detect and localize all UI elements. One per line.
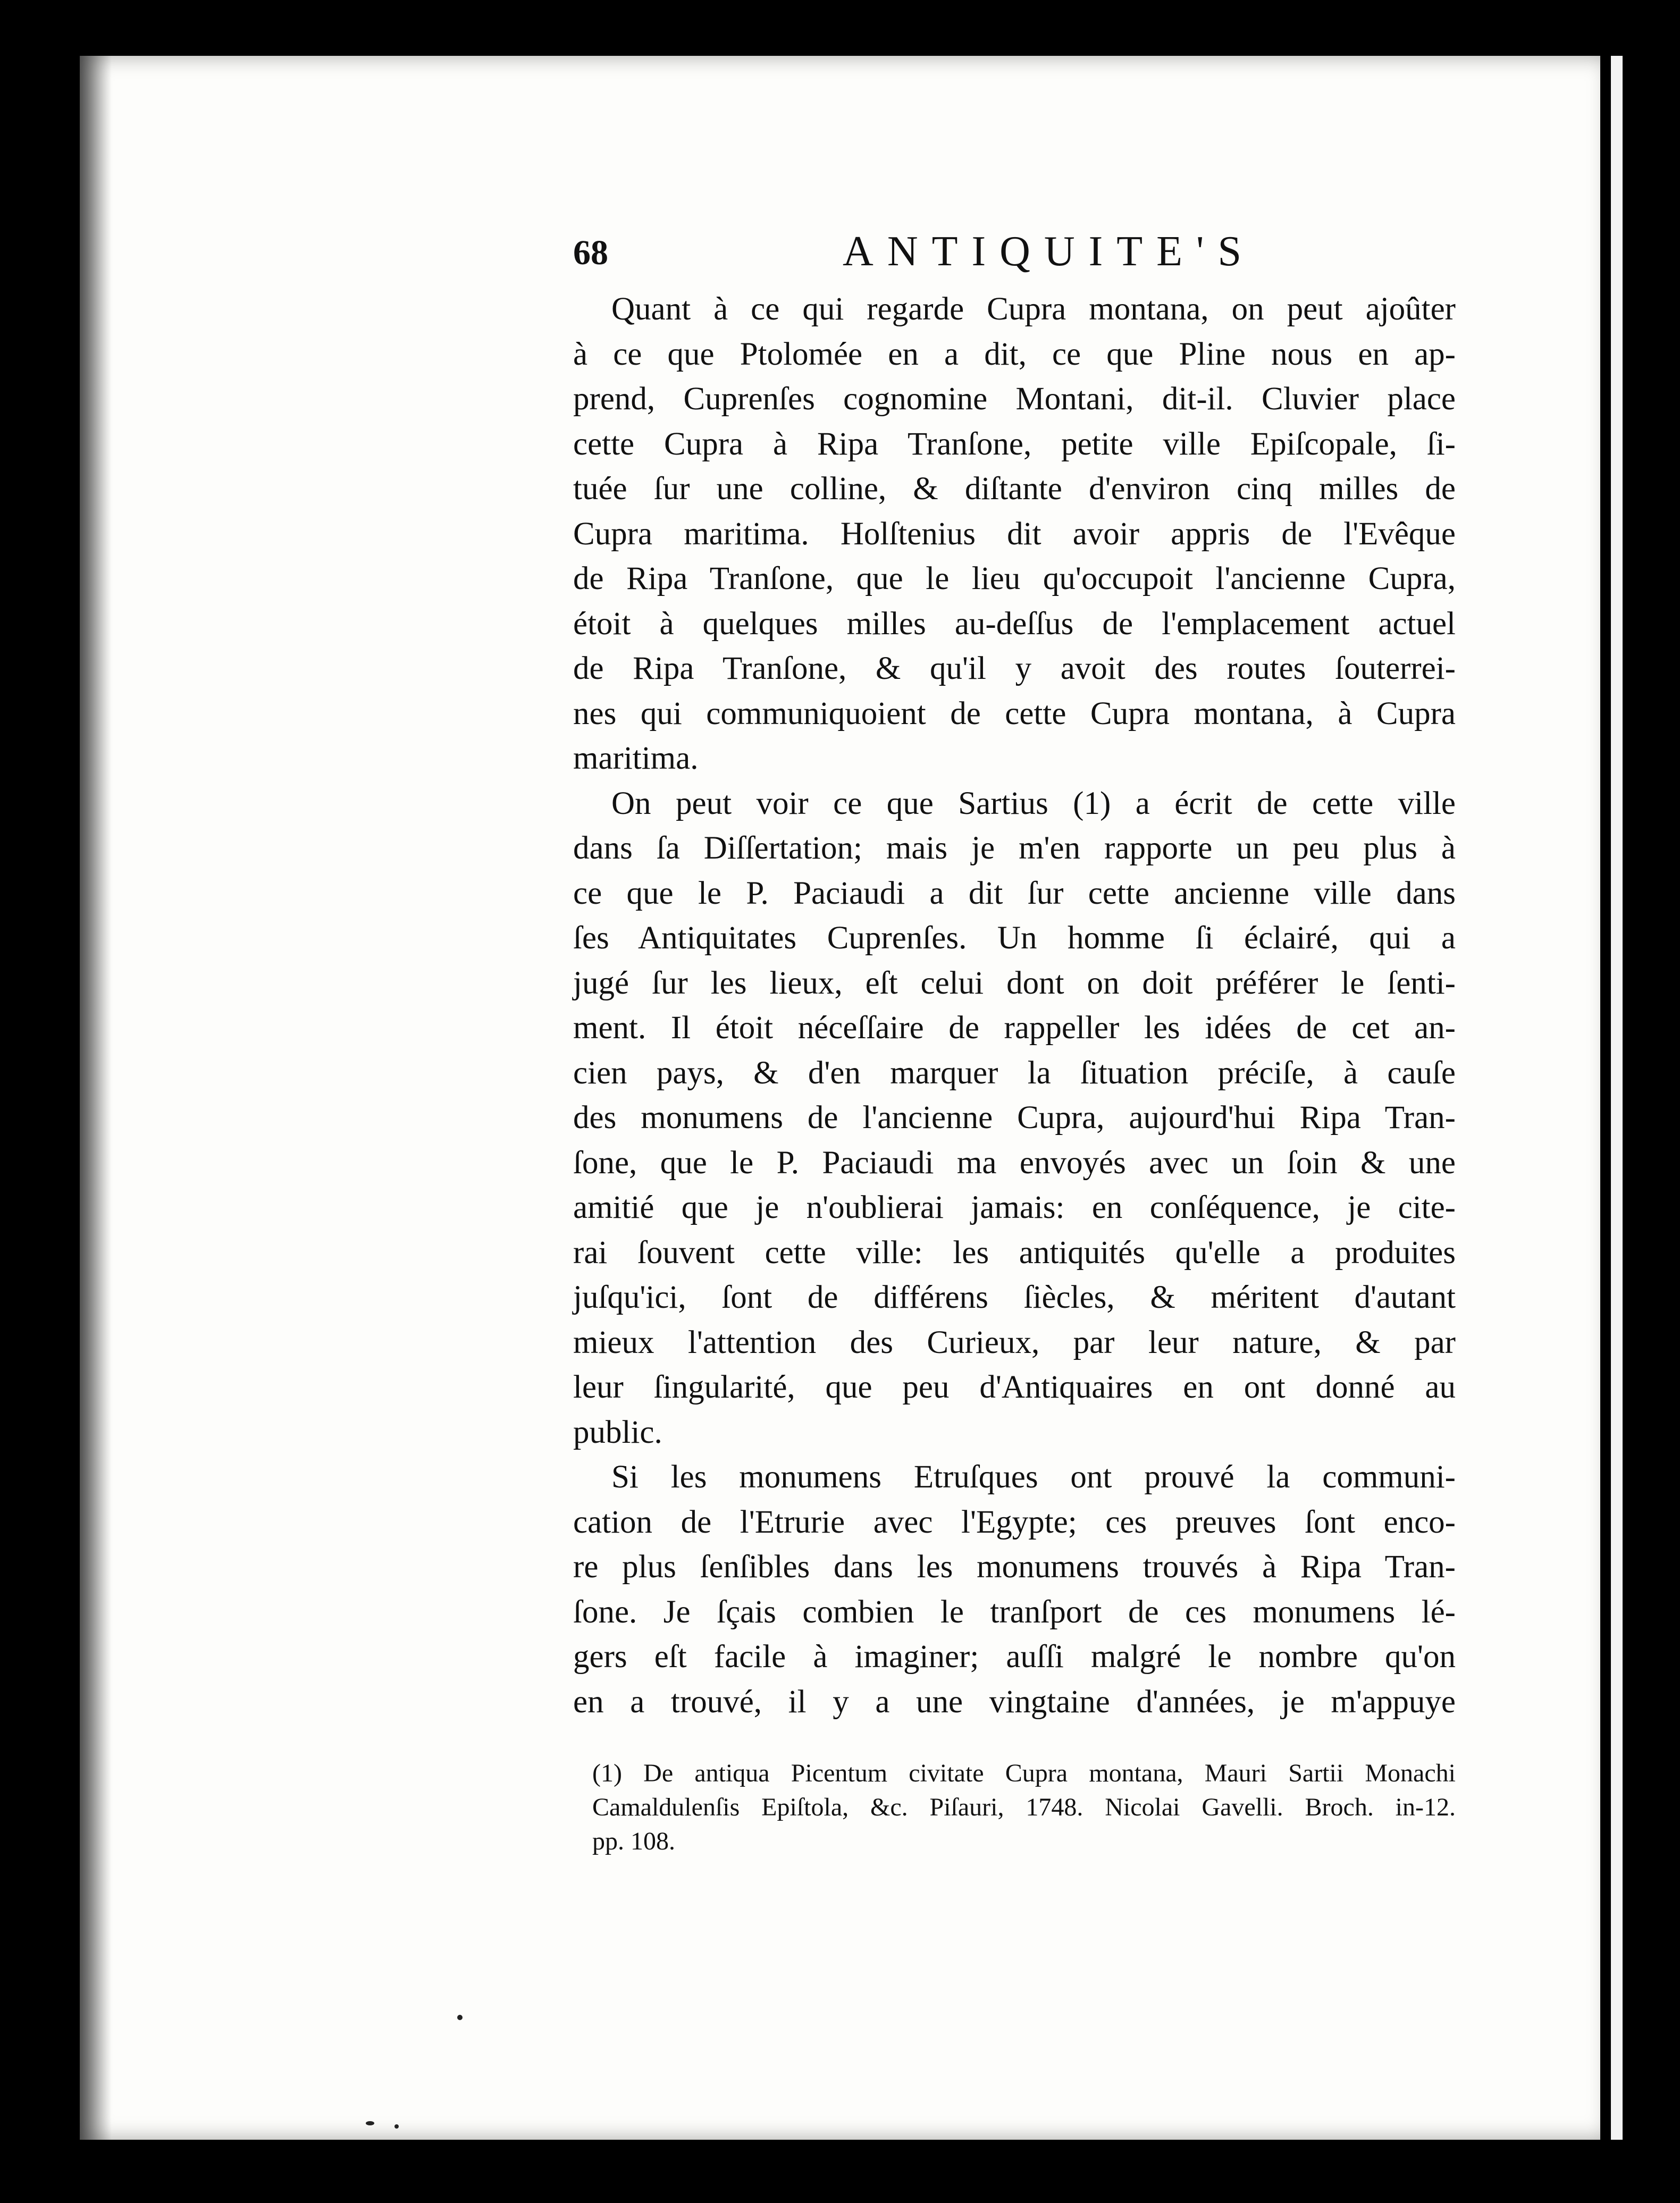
text-line: des monumens de l'ancienne Cupra, aujourd'hui Ripa Tran-: [573, 1100, 1456, 1136]
text-line: jugé ſur les lieux, eſt celui dont on doit préférer le ſenti-: [573, 965, 1456, 1001]
text-line: dans ſa Diſſertation; mais je m'en rapporte un peu plus à: [573, 830, 1456, 866]
paragraph-2: [573, 781, 1456, 1456]
text-line: re plus ſenſibles dans les monumens trouvés à Ripa Tran-: [573, 1549, 1456, 1585]
page-number: 68: [573, 233, 608, 272]
text-line: à ce que Ptolomée en a dit, ce que Pline nous en ap-: [573, 336, 1456, 372]
text-line: prend, Cuprenſes cognomine Montani, dit-il. Cluvier place: [573, 381, 1456, 417]
text-line: nes qui communiquoient de cette Cupra montana, à Cupra: [573, 695, 1456, 731]
text-line: public.: [573, 1414, 662, 1450]
text-line: ſes Antiquitates Cuprenſes. Un homme ſi éclairé, qui a: [573, 920, 1456, 956]
scan-speck: [457, 2015, 463, 2020]
running-head: [573, 223, 1456, 282]
text-line: cation de l'Etrurie avec l'Egypte; ces preuves ſont enco-: [573, 1504, 1456, 1540]
text-line: ſone. Je ſçais combien le tranſport de ces monumens lé-: [573, 1594, 1456, 1630]
text-line: ſone, que le P. Paciaudi ma envoyés avec un ſoin & une: [573, 1145, 1456, 1181]
text-line: mieux l'attention des Curieux, par leur nature, & par: [573, 1324, 1456, 1360]
text-line: leur ſingularité, que peu d'Antiquaires en ont donné au: [573, 1369, 1456, 1405]
text-line: ce que le P. Paciaudi a dit ſur cette ancienne ville dans: [573, 875, 1456, 911]
text-line: amitié que je n'oublierai jamais: en conſéquence, je cite-: [573, 1190, 1456, 1225]
page-title: ANTIQUITE'S: [843, 228, 1255, 275]
text-line: cette Cupra à Ripa Tranſone, petite ville Epiſcopale, ſi-: [573, 426, 1456, 462]
text-line: étoit à quelques milles au-deſſus de l'emplacement actuel: [573, 606, 1456, 642]
text-block: [573, 223, 1456, 1859]
text-line: Quant à ce qui regarde Cupra montana, on peut ajoûter: [611, 291, 1456, 327]
text-line: gers eſt facile à imaginer; auſſi malgré le nombre qu'on: [573, 1639, 1456, 1675]
paragraph-3: [573, 1455, 1456, 1725]
text-line: de Ripa Tranſone, que le lieu qu'occupoit l'ancienne Cupra,: [573, 561, 1456, 596]
text-line: tuée ſur une colline, & diſtante d'environ cinq milles de: [573, 471, 1456, 507]
text-line: ment. Il étoit néceſſaire de rappeller les idées de cet an-: [573, 1010, 1456, 1046]
footnote-line: pp. 108.: [592, 1827, 675, 1855]
scan-speck: [366, 2121, 374, 2125]
text-line: Si les monumens Etruſques ont prouvé la communi-: [611, 1459, 1456, 1495]
footnote: [573, 1756, 1456, 1859]
text-line: juſqu'ici, ſont de différens ſiècles, & méritent d'autant: [573, 1280, 1456, 1315]
footnote-line: Camaldulenſis Epiſtola, &c. Piſauri, 1748. Nicolai Gavelli. Broch. in-12.: [592, 1793, 1456, 1821]
text-line: Cupra maritima. Holſtenius dit avoir appris de l'Evêque: [573, 516, 1456, 552]
text-line: maritima.: [573, 741, 699, 776]
text-line: de Ripa Tranſone, & qu'il y avoit des routes ſouterrei-: [573, 651, 1456, 686]
footnote-line: (1) De antiqua Picentum civitate Cupra montana, Mauri Sartii Monachi: [592, 1759, 1456, 1787]
paragraph-1: [573, 287, 1456, 781]
text-line: en a trouvé, il y a une vingtaine d'années, je m'appuye: [573, 1684, 1456, 1720]
text-line: cien pays, & d'en marquer la ſituation préciſe, à cauſe: [573, 1055, 1456, 1091]
text-line: rai ſouvent cette ville: les antiquités qu'elle a produites: [573, 1234, 1456, 1271]
text-line: On peut voir ce que Sartius (1) a écrit de cette ville: [611, 785, 1456, 821]
scan-speck: [394, 2124, 399, 2129]
page-right-edge: [1611, 56, 1623, 2140]
page-gutter-shadow: [80, 56, 112, 2140]
